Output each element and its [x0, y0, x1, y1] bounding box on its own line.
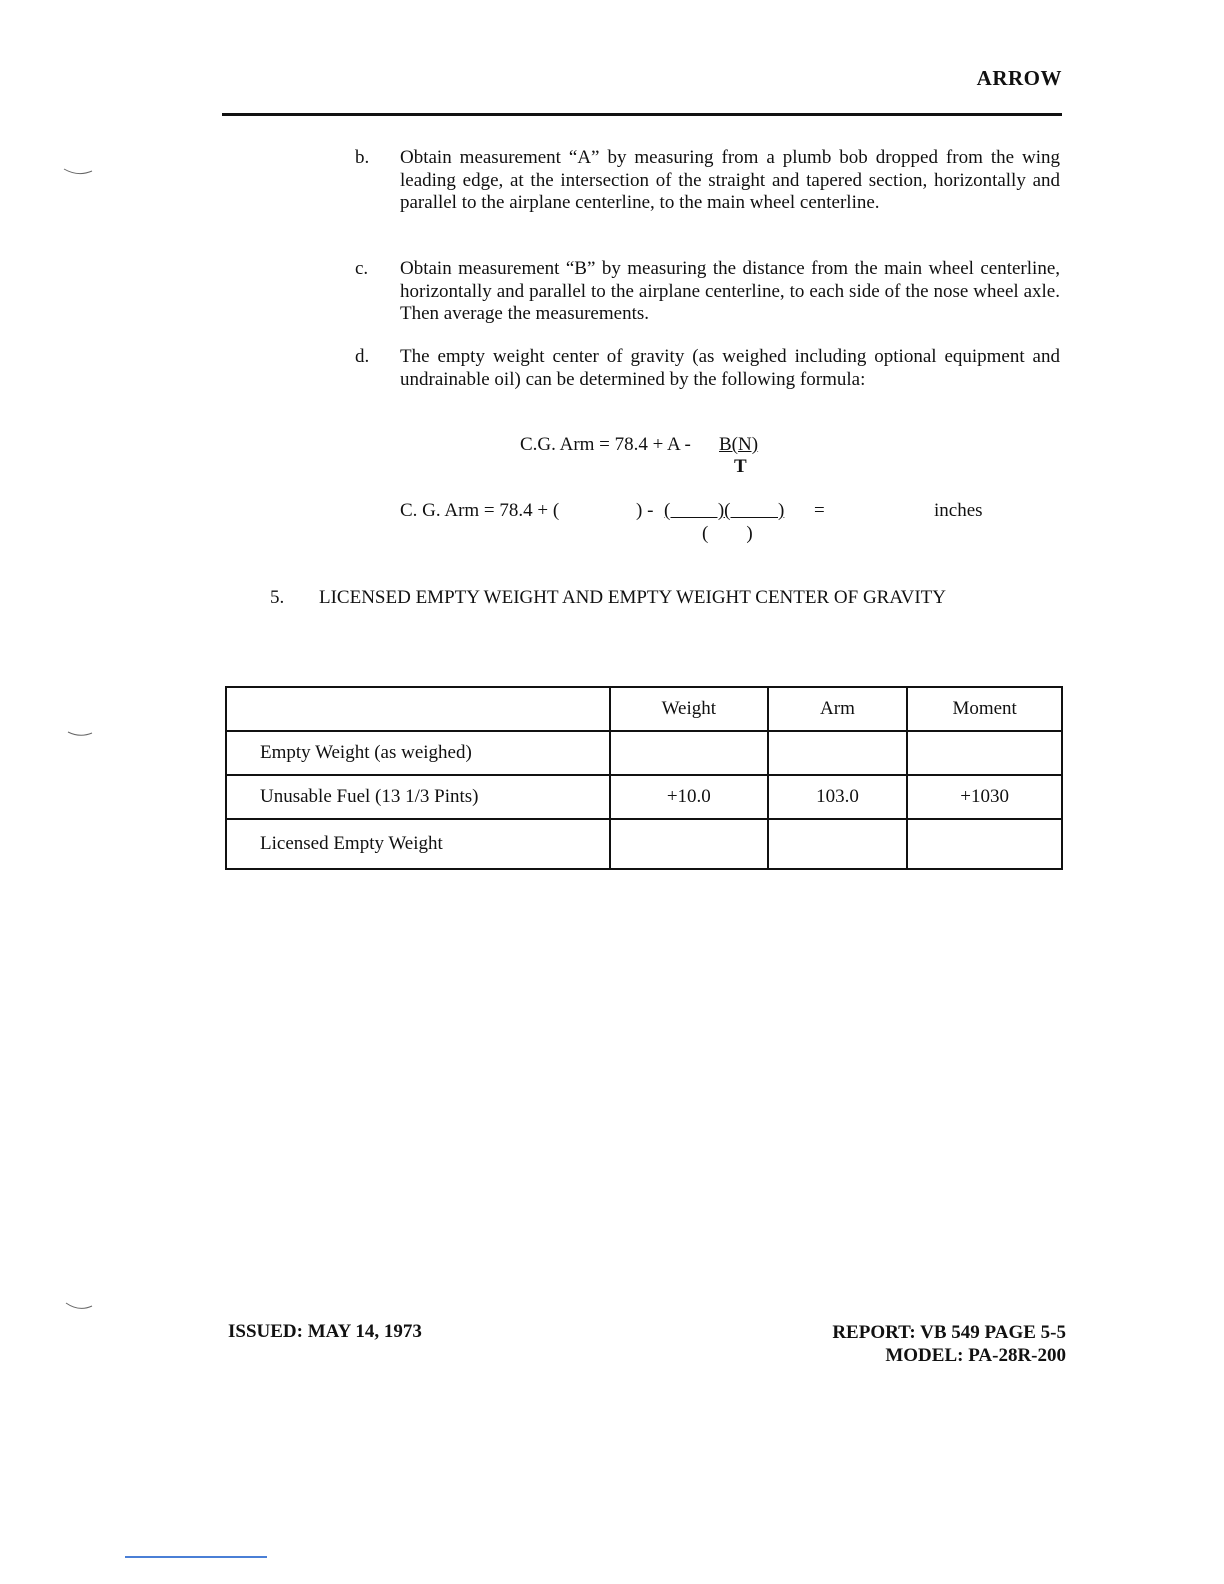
footer-report: REPORT: VB 549 PAGE 5-5 — [832, 1322, 1066, 1343]
table-header-weight: Weight — [610, 687, 768, 731]
table-header-item — [226, 687, 610, 731]
binder-hole-mark — [64, 1300, 94, 1314]
cg-fillin-numerator: ( )( ) — [664, 500, 785, 521]
table-row — [226, 731, 1062, 775]
cg-formula-numerator: B(N) — [719, 434, 759, 455]
section-number: 5. — [270, 587, 285, 608]
table-cell-moment — [907, 731, 1062, 775]
item-c-text: Obtain measurement “B” by measuring the distance from the main wheel centerline, horizontally and parallel to the airplane centerline, to each side of the nose wheel axle. Then average the measurements. — [400, 258, 1060, 324]
scan-edge-line — [125, 1556, 267, 1558]
table-cell-item: Empty Weight (as weighed) — [226, 731, 610, 775]
cg-fillin-mid: ) - — [636, 500, 654, 521]
binder-hole-mark — [66, 728, 94, 740]
footer-model: MODEL: PA-28R-200 — [885, 1345, 1066, 1366]
page-header-title: ARROW — [976, 66, 1062, 90]
table-row — [226, 775, 1062, 819]
table-cell-arm — [768, 731, 908, 775]
item-b-text: Obtain measurement “A” by measuring from a plumb bob dropped from the wing leading edge, at the intersection of the straight and tapered section, horizontally and parallel to the airplane centerline, to the main wheel centerline. — [400, 147, 1060, 213]
table-cell-weight — [610, 731, 768, 775]
table-cell-weight: +10.0 — [610, 775, 768, 819]
cg-fillin-units: inches — [934, 500, 983, 521]
table-header-arm: Arm — [768, 687, 908, 731]
footer-issued-date: ISSUED: MAY 14, 1973 — [228, 1321, 422, 1342]
footer-report-block — [760, 1321, 1066, 1367]
cg-fillin-equals: = — [814, 500, 825, 521]
table-cell-arm — [768, 819, 908, 869]
item-d-label: d. — [355, 346, 370, 367]
table-cell-item: Unusable Fuel (13 1/3 Pints) — [226, 775, 610, 819]
item-d-text: The empty weight center of gravity (as weighed including optional equipment and undrainable oil) can be determined by the following formula: — [400, 346, 1060, 390]
cg-formula-main: C.G. Arm = 78.4 + A - — [520, 434, 691, 455]
cg-formula-denominator: T — [734, 456, 747, 477]
binder-hole-mark — [62, 165, 94, 179]
item-b-label: b. — [355, 147, 370, 168]
table-cell-item: Licensed Empty Weight — [226, 819, 610, 869]
item-c-label: c. — [355, 258, 369, 279]
empty-weight-table — [225, 686, 1063, 870]
header-rule — [222, 113, 1062, 116]
table-header-moment: Moment — [907, 687, 1062, 731]
table-cell-weight — [610, 819, 768, 869]
cg-fillin-denominator: ( ) — [702, 523, 753, 544]
cg-fillin-left: C. G. Arm = 78.4 + ( — [400, 500, 560, 521]
table-cell-moment: +1030 — [907, 775, 1062, 819]
section-title: LICENSED EMPTY WEIGHT AND EMPTY WEIGHT CENTER OF GRAVITY — [319, 587, 946, 608]
table-cell-arm: 103.0 — [768, 775, 908, 819]
table-header-row — [226, 687, 1062, 731]
table-row — [226, 819, 1062, 869]
table-cell-moment — [907, 819, 1062, 869]
